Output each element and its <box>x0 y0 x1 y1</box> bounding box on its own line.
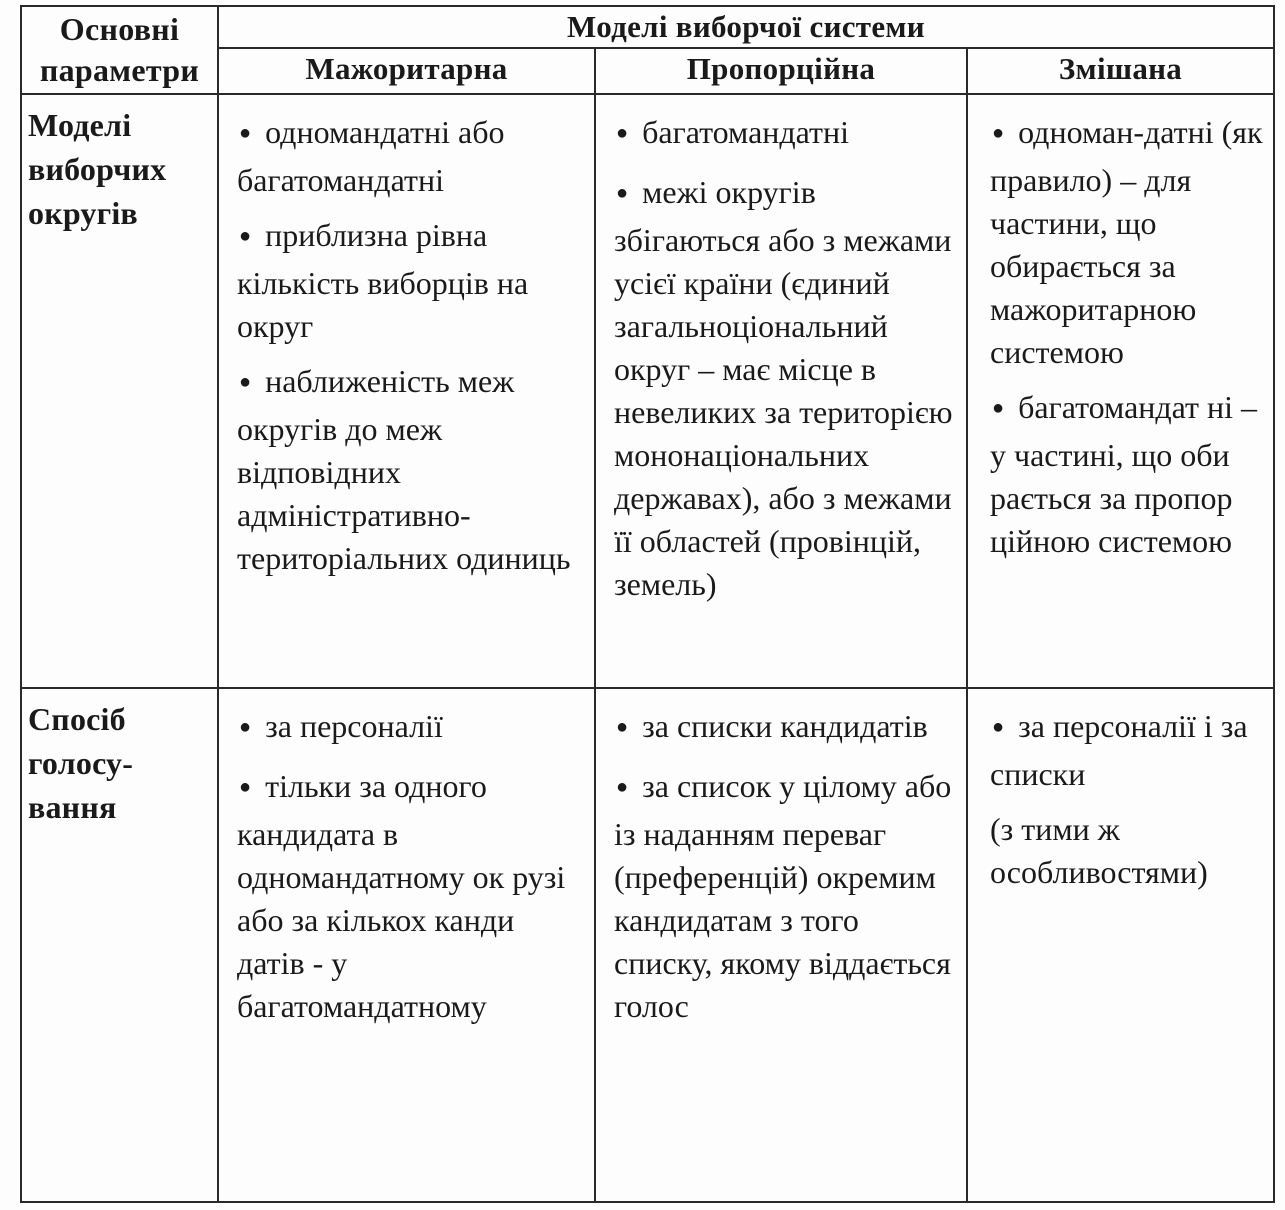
models-header: Моделі виборчої системи <box>218 6 1274 48</box>
row-label-voting-method: Спосіб голосу-вання <box>21 688 218 1202</box>
list-item: ● приблизна рівна кількість виборців на округ <box>237 214 586 348</box>
list-item: ● багатомандатні <box>614 111 958 159</box>
col-header-mixed: Змішана <box>967 48 1274 94</box>
params-header-text: Основні параметри <box>39 11 200 88</box>
list-item: ● за список у цілому або із наданням переваг (преференцій) окремим кандидатам з того списку, якому віддається голос <box>614 765 958 1028</box>
list-item: ● тільки за одного кандидата в одномандатному ок рузі або за кількох канди датів - у багатомандатному <box>237 765 586 1028</box>
list-item: ● за персоналії <box>237 705 586 753</box>
cell-mixed-districts <box>967 94 1274 688</box>
mixed-note: (з тими ж особливостями) <box>990 811 1208 890</box>
list-item: ● наближеність меж округів до меж відповідних адміністративно-територіальних одиниць <box>237 360 586 580</box>
cell-majoritarian-districts <box>218 94 595 688</box>
list-item: ● за списки кандидатів <box>614 705 958 753</box>
table-row-voting-method <box>21 688 1274 1202</box>
col-header-proportional: Пропорційна <box>595 48 967 94</box>
list-item: ● за персоналії і за списки <box>990 705 1265 796</box>
header-row-top <box>21 6 1274 48</box>
cell-proportional-voting <box>595 688 967 1202</box>
row-label-district-models: Моделі виборчих округів <box>21 94 218 688</box>
col-header-majoritarian: Мажоритарна <box>218 48 595 94</box>
list-item: ● багатомандат ні – у частині, що оби рається за пропор ційною системою <box>990 386 1265 563</box>
cell-majoritarian-voting <box>218 688 595 1202</box>
cell-mixed-voting <box>967 688 1274 1202</box>
table-row-district-models <box>21 94 1274 688</box>
cell-proportional-districts <box>595 94 967 688</box>
list-item: ● межі округів збігаються або з межами усієї країни (єдиний загальноціональний округ – має місце в невеликих за територією мононаціональних державах), або з межами її областей (провінцій, земель) <box>614 171 958 606</box>
params-header <box>21 6 218 94</box>
list-item: ● одноман-датні (як правило) – для частини, що обирається за мажоритарною системою <box>990 111 1265 374</box>
list-item: ● одномандатні або багатомандатні <box>237 111 586 202</box>
electoral-systems-table <box>20 5 1275 1203</box>
